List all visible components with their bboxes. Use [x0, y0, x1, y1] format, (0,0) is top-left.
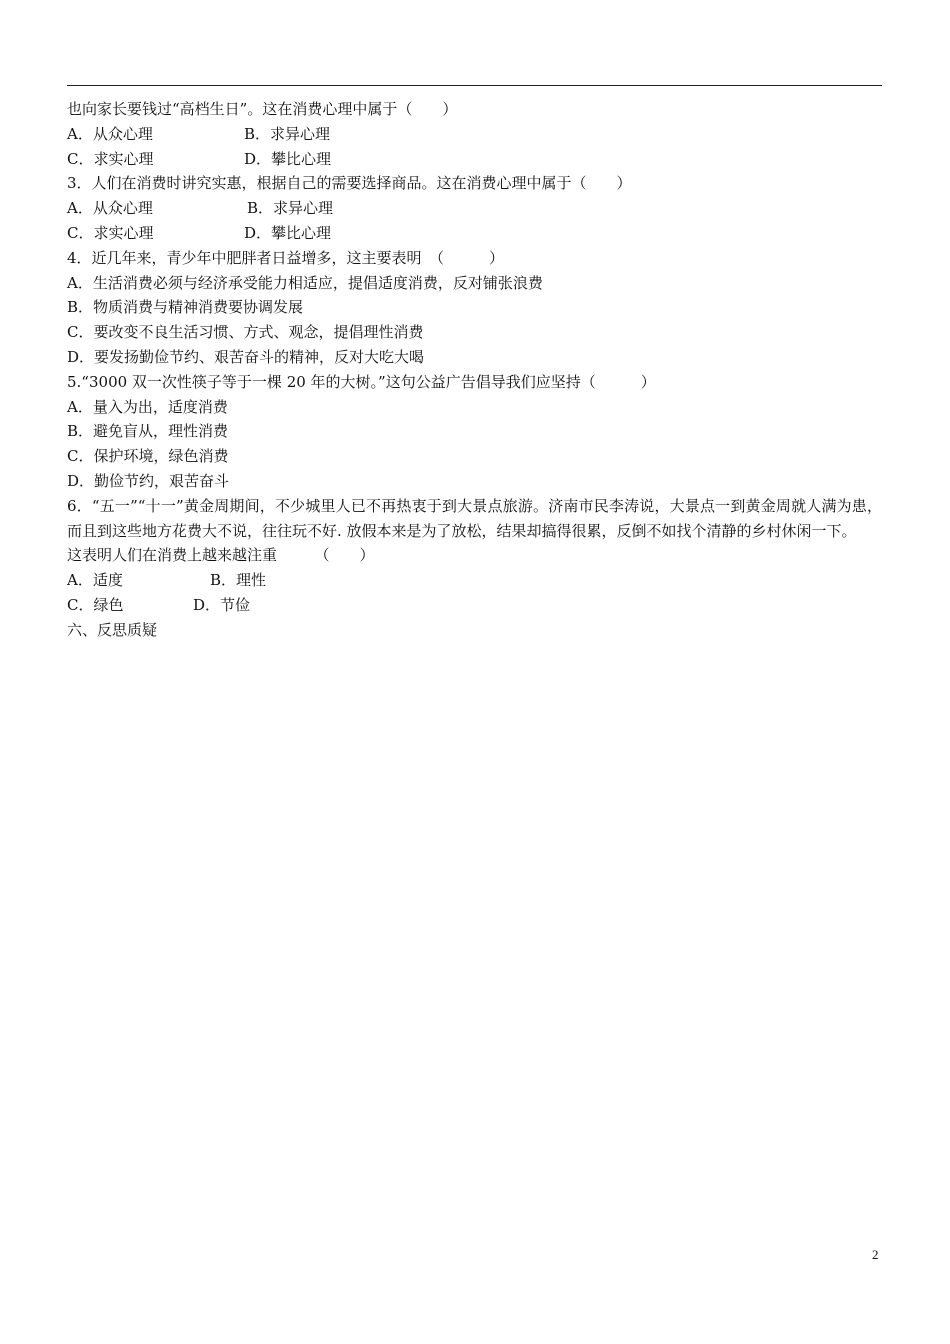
q2-option-d: D．攀比心理 [244, 149, 332, 168]
worksheet-content [67, 97, 882, 643]
section-heading: 六、反思质疑 [67, 620, 158, 639]
q3-option-c: C．求实心理 [67, 223, 154, 242]
q3-option-d: D．攀比心理 [244, 223, 332, 242]
q6-option-c: C．绿色 [67, 595, 124, 614]
q6-option-b: B．理性 [210, 571, 267, 590]
q2-option-a: A．从众心理 [67, 124, 153, 143]
page-number: 2 [872, 1247, 879, 1262]
q4-option-d: D．要发扬勤俭节约、艰苦奋斗的精神，反对大吃大喝 [67, 347, 425, 366]
q2-option-c: C．求实心理 [67, 149, 154, 168]
q3-options-cd [67, 221, 882, 246]
q2-stem-tail: 也向家长要钱过“高档生日”。这在消费心理中属于（ ） [67, 100, 458, 118]
q6-options-cd [67, 593, 882, 618]
q5-stem: 5.“3000 双一次性筷子等于一棵 20 年的大树。”这句公益广告倡导我们应坚持（ ） [67, 372, 656, 391]
header-rule [67, 85, 882, 86]
q3-option-a: A．从众心理 [67, 199, 153, 218]
q4-option-c: C．要改变不良生活习惯、方式、观念，提倡理性消费 [67, 323, 424, 342]
q5-option-a: A．量入为出，适度消费 [67, 397, 228, 416]
q6-option-a: A．适度 [67, 571, 123, 590]
q6-stem: 这表明人们在消费上越来越注重 （ ） [67, 546, 375, 565]
q3-option-b: B．求异心理 [247, 199, 334, 218]
q2-options-cd [67, 147, 882, 172]
q5-option-b: B．避免盲从，理性消费 [67, 422, 229, 441]
q4-option-a: A．生活消费必须与经济承受能力相适应，提倡适度消费，反对铺张浪费 [67, 273, 543, 292]
q5-option-c: C．保护环境，绿色消费 [67, 447, 229, 466]
q3-options-ab [67, 196, 882, 221]
q4-stem: 4．近几年来，青少年中肥胖者日益增多，这主要表明 （ ） [67, 248, 505, 267]
q4-option-b: B．物质消费与精神消费要协调发展 [67, 298, 304, 317]
q3-stem: 3．人们在消费时讲究实惠，根据自己的需要选择商品。这在消费心理中属于（ ） [67, 174, 632, 193]
q2-option-b: B．求异心理 [244, 124, 331, 143]
q6-passage: 6．“五一”“十一”黄金周期间，不少城里人已不再热衷于到大景点旅游。济南市民李涛说，大景点一到黄金周就人满为患，而且到这些地方花费大不说，往往玩不好. 放假本来是为了放松，结果却搞得很累，反倒不如找个清静的乡村休闲一下。 [67, 496, 882, 540]
q2-options-ab [67, 122, 882, 147]
q6-options-ab [67, 568, 882, 593]
q5-option-d: D．勤俭节约，艰苦奋斗 [67, 471, 230, 490]
q6-option-d: D．节俭 [193, 595, 251, 614]
